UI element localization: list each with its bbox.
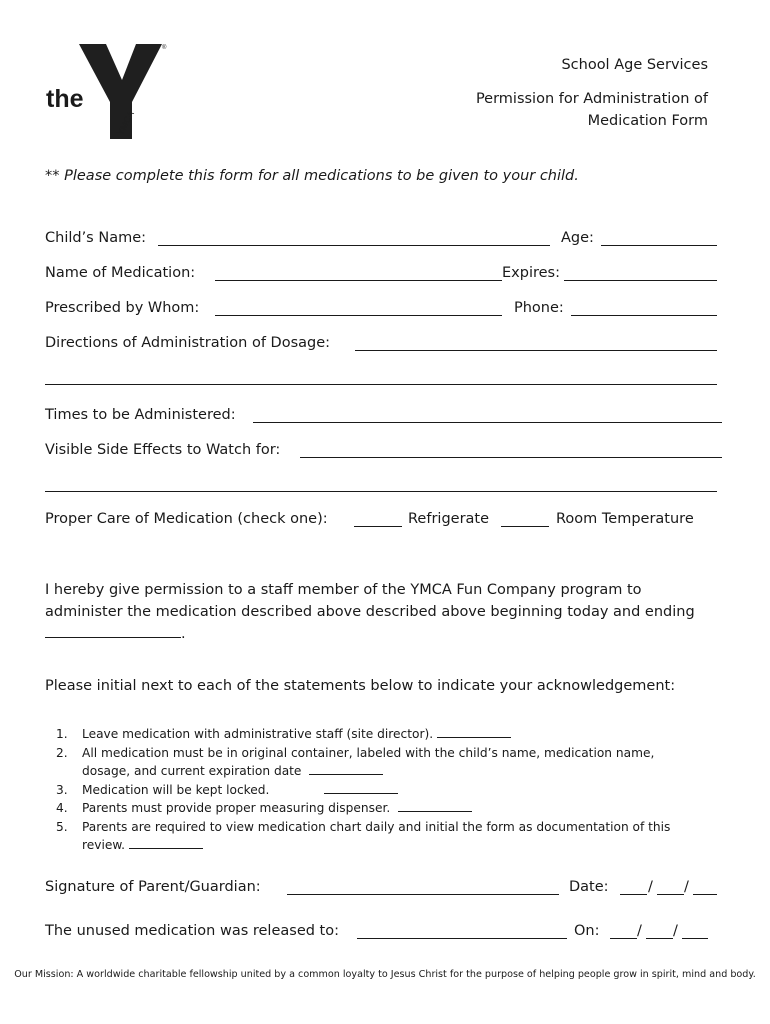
form-title-line2: Medication Form — [587, 113, 708, 129]
times-label: Times to be Administered: — [45, 407, 236, 423]
logo-the-text: the — [46, 85, 84, 113]
side-effects-field[interactable] — [300, 457, 722, 458]
times-field[interactable] — [253, 422, 722, 423]
ymca-logo — [44, 40, 174, 145]
intro-instruction: ** Please complete this form for all medications to be given to your child. — [45, 168, 579, 184]
acknowledgement-list — [56, 725, 670, 855]
ending-date-field[interactable] — [45, 636, 181, 638]
child-name-label: Child’s Name: — [45, 230, 147, 246]
refrigerate-option: Refrigerate — [408, 511, 490, 527]
form-title-line1: Permission for Administration of — [475, 91, 708, 107]
on-label: On: — [574, 923, 600, 939]
age-label: Age: — [561, 230, 594, 246]
prescribed-by-field[interactable] — [215, 315, 502, 316]
directions-field[interactable] — [355, 350, 717, 351]
list-item: 3. Medication will be kept locked. — [56, 781, 670, 800]
permission-paragraph — [45, 579, 735, 645]
directions-field-continued[interactable] — [45, 384, 717, 385]
initial-field-2[interactable] — [309, 773, 383, 775]
on-slash-2: / — [673, 923, 678, 939]
initial-field-5[interactable] — [129, 847, 203, 849]
permission-period: . — [181, 626, 186, 642]
date-slash-1: / — [648, 879, 653, 895]
expires-field[interactable] — [564, 280, 717, 281]
date-month-field[interactable] — [620, 894, 647, 895]
initial-field-3[interactable] — [324, 792, 398, 794]
signature-label: Signature of Parent/Guardian: — [45, 879, 261, 895]
list-item: 5. Parents are required to view medication chart daily and initial the form as documentation of this review. — [56, 819, 671, 852]
room-temp-option: Room Temperature — [556, 511, 694, 527]
child-name-field[interactable] — [158, 245, 550, 246]
department-name: School Age Services — [561, 57, 708, 73]
on-slash-1: / — [637, 923, 642, 939]
signature-field[interactable] — [287, 894, 559, 895]
list-item: 4. Parents must provide proper measuring dispenser. — [56, 799, 670, 818]
permission-line1: I hereby give permission to a staff member of the YMCA Fun Company program to — [45, 582, 642, 598]
age-field[interactable] — [601, 245, 717, 246]
released-to-field[interactable] — [357, 938, 567, 939]
date-year-field[interactable] — [693, 894, 717, 895]
room-temp-checkbox-line[interactable] — [501, 526, 549, 527]
on-day-field[interactable] — [646, 938, 673, 939]
mission-statement: Our Mission: A worldwide charitable fellowship united by a common loyalty to Jesus Christ for the purpose of helping people grow in spirit, mind and body. — [14, 969, 756, 980]
released-to-label: The unused medication was released to: — [45, 923, 339, 939]
refrigerate-checkbox-line[interactable] — [354, 526, 402, 527]
permission-line2: administer the medication described above described above beginning today and ending — [45, 604, 695, 620]
initial-prompt: Please initial next to each of the statements below to indicate your acknowledgement: — [45, 678, 676, 694]
on-month-field[interactable] — [610, 938, 637, 939]
side-effects-field-continued[interactable] — [45, 491, 717, 492]
directions-label: Directions of Administration of Dosage: — [45, 335, 331, 351]
list-item: 1. Leave medication with administrative staff (site director). — [56, 725, 670, 744]
medication-name-label: Name of Medication: — [45, 265, 196, 281]
date-slash-2: / — [684, 879, 689, 895]
expires-label: Expires: — [502, 265, 560, 281]
list-item: 2. All medication must be in original container, labeled with the child’s name, medication name, dosage, and current expiration date — [56, 745, 655, 778]
date-label: Date: — [569, 879, 609, 895]
on-year-field[interactable] — [682, 938, 708, 939]
side-effects-label: Visible Side Effects to Watch for: — [45, 442, 281, 458]
logo-registered-mark: ® — [162, 45, 167, 51]
prescribed-by-label: Prescribed by Whom: — [45, 300, 200, 316]
initial-field-4[interactable] — [398, 810, 472, 812]
proper-care-label: Proper Care of Medication (check one): — [45, 511, 328, 527]
initial-field-1[interactable] — [437, 736, 511, 738]
date-day-field[interactable] — [657, 894, 684, 895]
logo-ymca-text: YMCA — [114, 109, 136, 137]
phone-label: Phone: — [514, 300, 564, 316]
phone-field[interactable] — [571, 315, 717, 316]
medication-name-field[interactable] — [215, 280, 502, 281]
